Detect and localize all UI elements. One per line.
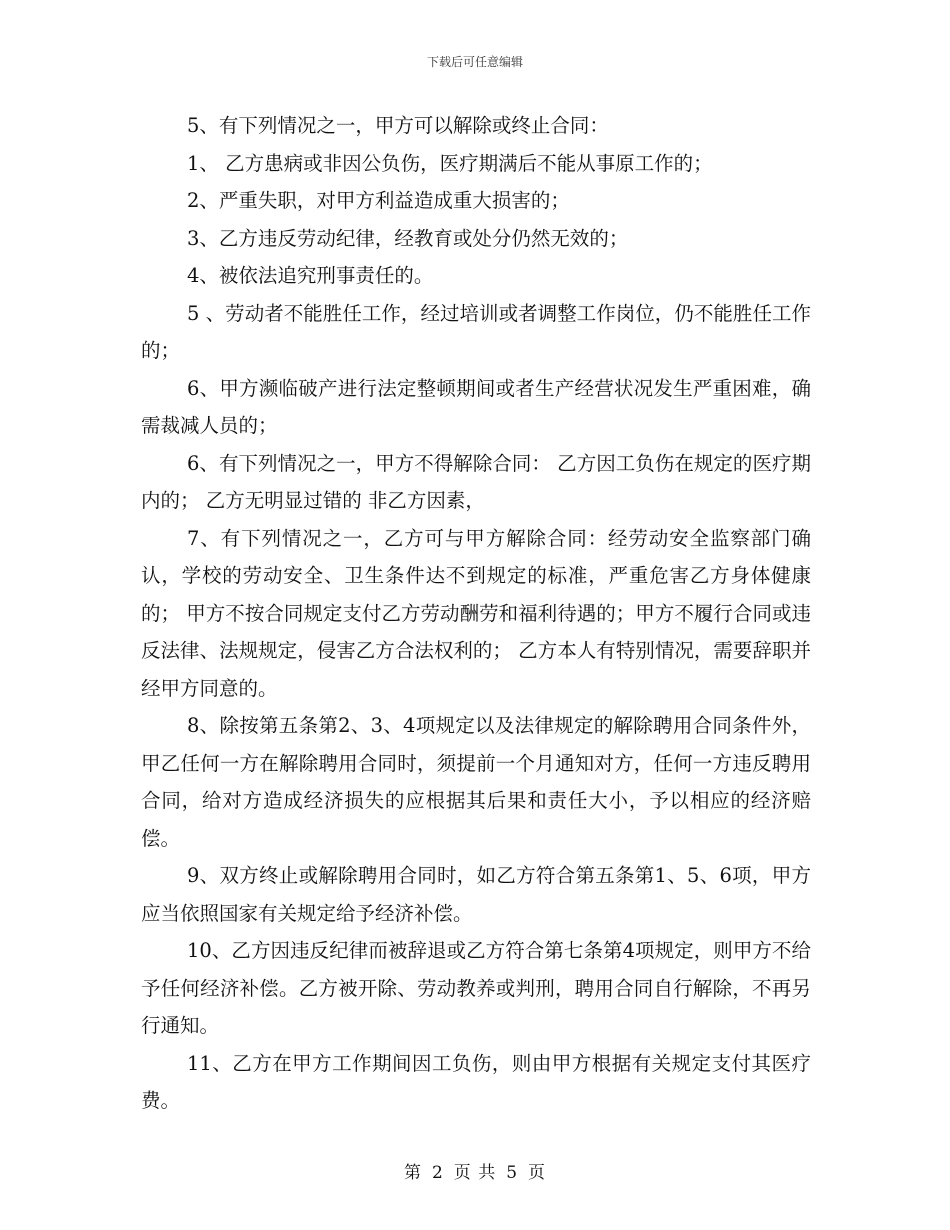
paragraph: 1、 乙方患病或非因公负伤，医疗期满后不能从事原工作的；	[187, 151, 713, 175]
paragraph: 3、乙方违反劳动纪律，经教育或处分仍然无效的；	[187, 226, 629, 250]
paragraph: 6、有下列情况之一，甲方不得解除合同： 乙方因工负伤在规定的医疗期内的； 乙方无明显过错的 非乙方因素，	[141, 451, 811, 512]
page-footer	[0, 1158, 950, 1183]
document-body	[141, 107, 811, 1120]
page-header: 下载后可任意编辑	[426, 55, 523, 69]
paragraph: 7、有下列情况之一，乙方可与甲方解除合同：经劳动安全监察部门确认，学校的劳动安全、卫生条件达不到规定的标准，严重危害乙方身体健康的； 甲方不按合同规定支付乙方劳动酬劳和福利待遇的；甲方不履行合同或违反法律、法规规定，侵害乙方合法权利的； 乙方本人有特别情况，需要辞职并经甲方同意的。	[141, 526, 811, 700]
total-pages: 5	[506, 1163, 519, 1183]
paragraph: 6、甲方濒临破产进行法定整顿期间或者生产经营状况发生严重困难，确需裁减人员的；	[141, 376, 811, 437]
paragraph: 8、除按第五条第2、3、4项规定以及法律规定的解除聘用合同条件外，甲乙任何一方在解除聘用合同时，须提前一个月通知对方，任何一方违反聘用合同，给对方造成经济损失的应根据其后果和责任大小，予以相应的经济赔偿。	[141, 714, 811, 850]
footer-middle: 页 共	[453, 1163, 497, 1183]
paragraph: 5、有下列情况之一，甲方可以解除或终止合同：	[187, 114, 609, 137]
paragraph: 4、被依法追究刑事责任的。	[187, 264, 434, 287]
page-number: 2	[431, 1163, 444, 1183]
footer-suffix: 页	[528, 1163, 547, 1183]
paragraph: 5 、劳动者不能胜任工作，经过培训或者调整工作岗位，仍不能胜任工作的；	[141, 301, 811, 362]
paragraph: 2、严重失职，对甲方利益造成重大损害的；	[187, 189, 570, 212]
paragraph: 11、乙方在甲方工作期间因工负伤，则由甲方根据有关规定支付其医疗费。	[141, 1051, 811, 1112]
paragraph: 10、乙方因违反纪律而被辞退或乙方符合第七条第4项规定，则甲方不给予任何经济补偿。乙方被开除、劳动教养或判刑，聘用合同自行解除，不再另行通知。	[141, 939, 811, 1037]
paragraph: 9、双方终止或解除聘用合同时，如乙方符合第五条第1、5、6项，甲方应当依照国家有关规定给予经济补偿。	[141, 864, 811, 925]
footer-prefix: 第	[403, 1163, 422, 1183]
